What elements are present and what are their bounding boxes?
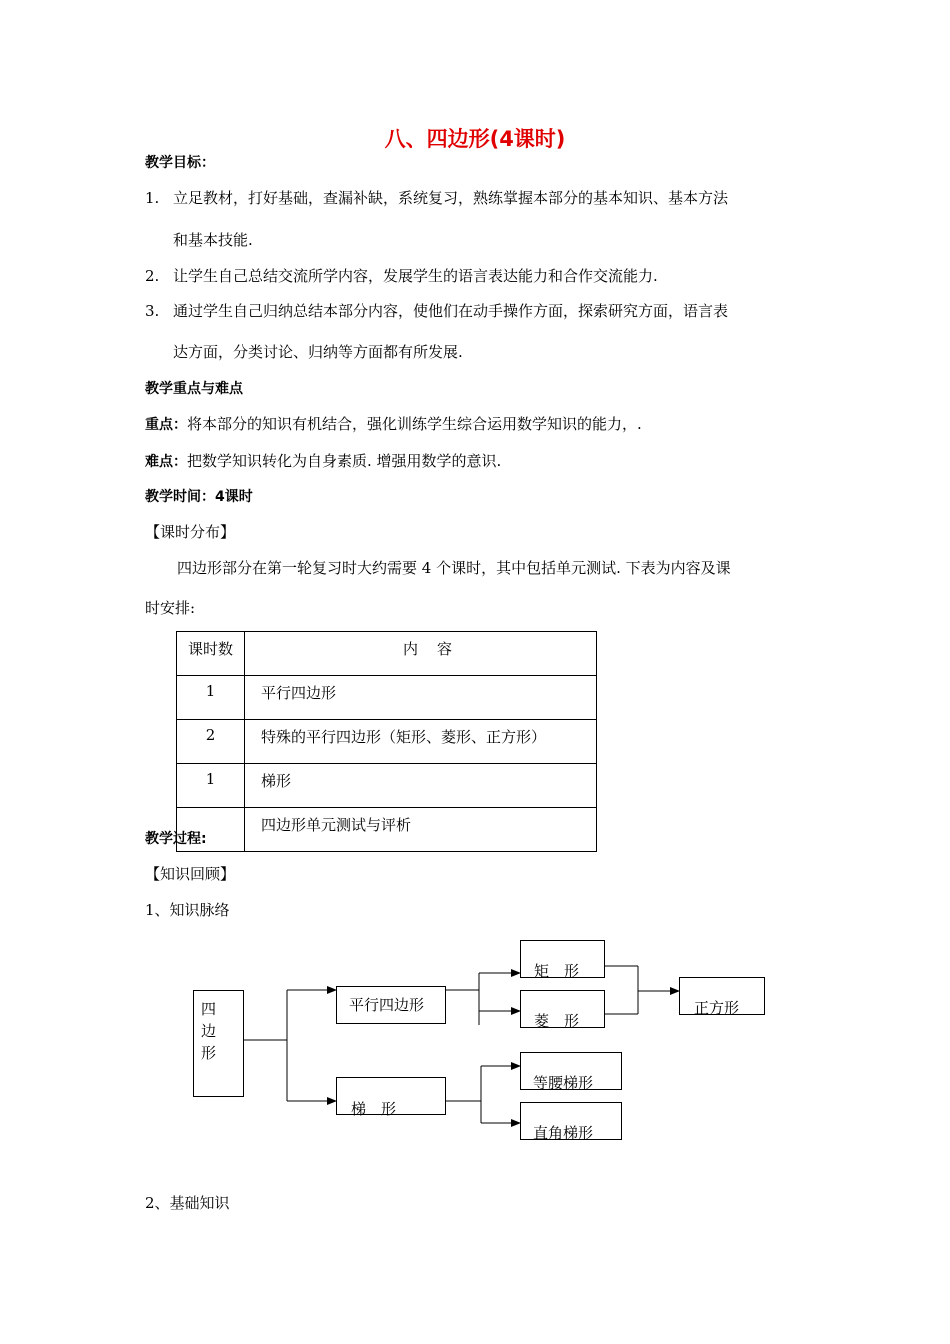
process-heading: 教学过程:: [145, 831, 207, 847]
node-label: 正方形: [694, 999, 740, 1017]
difficulty-text: 把数学知识转化为自身素质. 增强用数学的意识.: [187, 452, 502, 470]
distribution-para-line-2: 时安排:: [145, 599, 196, 617]
objectives-heading: 教学目标：: [145, 155, 215, 171]
node-label: 等腰梯形: [533, 1074, 594, 1092]
node-label: 矩 形: [534, 962, 580, 980]
table-cell: 1: [177, 764, 245, 808]
basic-knowledge-heading: 2、基础知识: [145, 1194, 230, 1212]
knowledge-structure-heading: 1、知识脉络: [145, 901, 230, 919]
objective-1-line-1: 立足教材，打好基础，查漏补缺，系统复习，熟练掌握本部分的基本知识、基本方法: [173, 189, 729, 207]
objective-1-line-2: 和基本技能.: [173, 231, 253, 249]
node-square: [679, 977, 765, 1015]
distribution-heading: 【课时分布】: [145, 523, 236, 541]
teaching-time-label: 教学时间：: [145, 489, 215, 505]
objective-2-line-1: 让学生自己总结交流所学内容，发展学生的语言表达能力和合作交流能力.: [173, 267, 658, 285]
node-label: 直角梯形: [533, 1124, 594, 1142]
node-parallelogram: [336, 986, 446, 1024]
table-cell: 2: [177, 720, 245, 764]
node-rectangle: [520, 940, 605, 978]
objective-3-line-1: 通过学生自己归纳总结本部分内容，使他们在动手操作方面，探索研究方面，语言表: [173, 302, 729, 320]
objective-1-number: 1.: [145, 189, 160, 207]
node-quadrilateral: [193, 990, 244, 1097]
key-points-heading: 教学重点与难点: [145, 381, 243, 397]
difficulty-line: [145, 451, 501, 472]
objective-2-number: 2.: [145, 267, 160, 285]
teaching-time-value: 4课时: [215, 489, 253, 505]
teaching-time: [145, 487, 253, 507]
table-cell: 特殊的平行四边形（矩形、菱形、正方形）: [245, 720, 597, 764]
node-right-trapezoid: [520, 1102, 622, 1140]
table-row: [177, 676, 597, 720]
key-point-text: 将本部分的知识有机结合，强化训练学生综合运用数学知识的能力，.: [187, 415, 642, 433]
table-header-cell: 课时数: [177, 632, 245, 676]
table-cell: 梯形: [245, 764, 597, 808]
node-label: 菱 形: [534, 1012, 580, 1030]
table-header-row: [177, 632, 597, 676]
node-label: 平行四边形: [349, 996, 425, 1014]
schedule-table: [176, 631, 597, 852]
key-point-line: [145, 414, 642, 435]
table-cell: 四边形单元测试与评析: [245, 808, 597, 852]
key-point-label: 重点：: [145, 417, 187, 433]
table-row: [177, 720, 597, 764]
node-label: 梯 形: [351, 1100, 397, 1118]
distribution-para-line-1: 四边形部分在第一轮复习时大约需要 4 个课时，其中包括单元测试. 下表为内容及课: [177, 559, 731, 577]
table-row: [177, 808, 597, 852]
difficulty-label: 难点：: [145, 454, 187, 470]
node-trapezoid: [336, 1077, 446, 1118]
node-rhombus: [520, 990, 605, 1028]
objective-3-number: 3.: [145, 302, 160, 320]
page-title: 八、四边形(4课时): [384, 127, 566, 151]
table-cell: 1: [177, 676, 245, 720]
node-isosceles-trapezoid: [520, 1052, 622, 1090]
objective-3-line-2: 达方面，分类讨论、归纳等方面都有所发展.: [173, 343, 463, 361]
review-heading: 【知识回顾】: [145, 865, 236, 883]
table-cell: 平行四边形: [245, 676, 597, 720]
table-header-cell: 内 容: [245, 632, 597, 676]
table-row: [177, 764, 597, 808]
node-label: 四 边 形: [201, 1000, 217, 1062]
